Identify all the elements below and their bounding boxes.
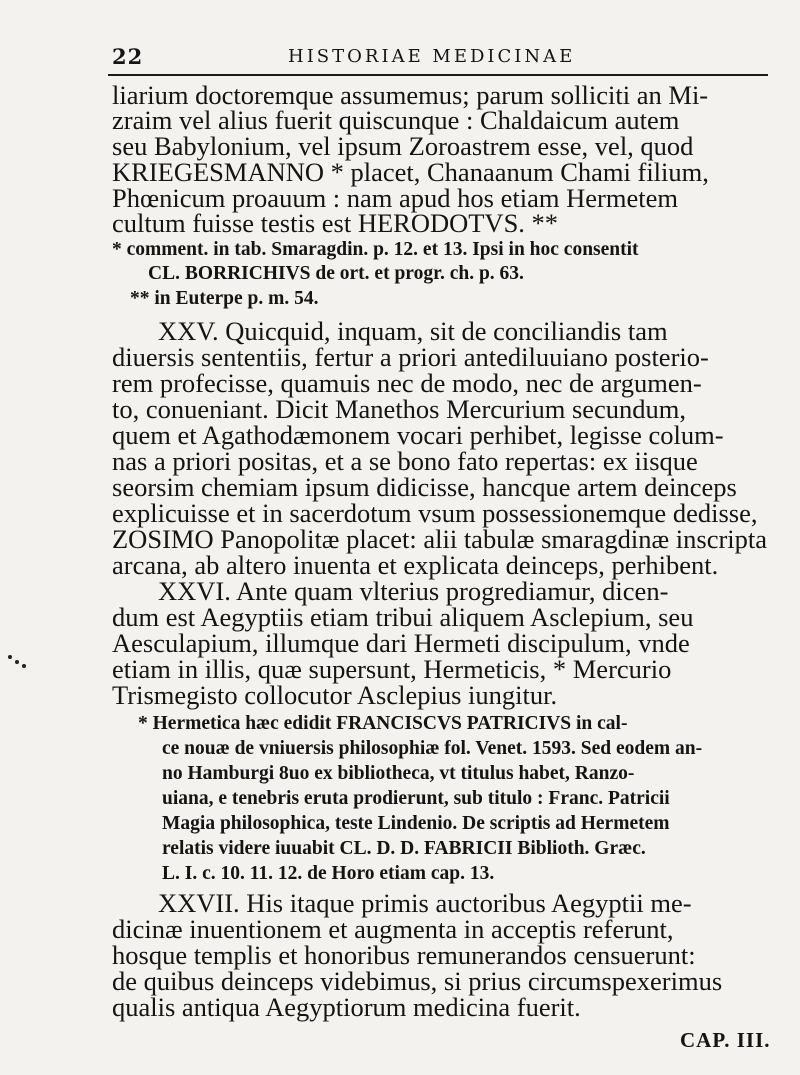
text-line: ZOSIMO Panopolitæ placet: alii tabulæ smaragdinæ inscripta [112, 524, 768, 554]
text-line: seorsim chemiam ipsum didicisse, hancque artem deinceps [112, 472, 737, 502]
ink-speck [15, 660, 19, 664]
footnote-line: CL. BORRICHIVS de ort. et progr. ch. p. 63. [148, 263, 524, 284]
text-line: XXV. Quicquid, inquam, sit de conciliandis tam [158, 316, 668, 346]
text-line: nas a priori positas, et a se bono fato repertas: ex iisque [112, 446, 698, 476]
page-header [108, 40, 768, 76]
text-line: KRIEGESMANNO * placet, Chanaanum Chami filium, [112, 157, 709, 187]
text-line: de quibus deinceps videbimus, si prius circumspexerimus [112, 966, 723, 996]
text-line: dicinæ inuentionem et augmenta in acceptis referunt, [112, 914, 674, 944]
text-line: XXVI. Ante quam vlterius progrediamur, dicen- [158, 576, 669, 606]
running-title: HISTORIAE MEDICINAE [288, 46, 576, 67]
footnote-line: * Hermetica hæc edidit FRANCISCVS PATRICIVS in cal- [138, 713, 628, 734]
text-line: XXVII. His itaque primis auctoribus Aegyptii me- [158, 888, 692, 918]
text-line: cultum fuisse testis est HERODOTVS. ** [112, 208, 559, 238]
text-line: liarium doctoremque assumemus; parum solliciti an Mi- [112, 80, 709, 110]
text-line: seu Babylonium, vel ipsum Zoroastrem esse, vel, quod [112, 131, 694, 161]
footnote-line: ce nouæ de vniuersis philosophiæ fol. Venet. 1593. Sed eodem an- [162, 738, 703, 759]
ink-speck [8, 655, 12, 659]
catchword: CAP. III. [680, 1028, 771, 1052]
text-line: rem profecisse, quamuis nec de modo, nec de argumen- [112, 368, 702, 398]
text-line: zraim vel alius fuerit quiscunque : Chaldaicum autem [112, 105, 680, 135]
footnote-line: * comment. in tab. Smaragdin. p. 12. et 13. Ipsi in hoc consentit [112, 239, 639, 260]
text-line: explicuisse et in sacerdotum vsum possessionemque dedisse, [112, 498, 758, 528]
text-line: arcana, ab altero inuenta et explicata deinceps, perhibent. [112, 550, 719, 580]
text-line: etiam in illis, quæ supersunt, Hermeticis, * Mercurio [112, 654, 672, 684]
text-line: Aesculapium, illumque dari Hermeti discipulum, vnde [112, 628, 690, 658]
text-line: to, conueniant. Dicit Manethos Mercurium secundum, [112, 394, 687, 424]
footnote-line: relatis videre iuuabit CL. D. D. FABRICII Biblioth. Græc. [162, 838, 646, 859]
footnote-line: L. I. c. 10. 11. 12. de Horo etiam cap. 13. [162, 863, 495, 884]
footnote-line: uiana, e tenebris eruta prodierunt, sub titulo : Franc. Patricii [162, 788, 670, 809]
text-line: Trismegisto collocutor Asclepius iungitur. [112, 680, 558, 710]
footnote-line: ** in Euterpe p. m. 54. [130, 288, 319, 309]
page-number: 22 [112, 44, 144, 69]
text-line: dum est Aegyptiis etiam tribui aliquem Asclepium, seu [112, 602, 694, 632]
text-line: Phœnicum proauum : nam apud hos etiam Hermetem [112, 183, 678, 213]
footnote-line: Magia philosophica, teste Lindenio. De scriptis ad Hermetem [162, 813, 670, 834]
text-line: diuersis sententiis, fertur a priori antediluuiano posterio- [112, 342, 709, 372]
text-line: quem et Agathodæmonem vocari perhibet, legisse colum- [112, 420, 724, 450]
footnote-line: no Hamburgi 8uo ex bibliotheca, vt titulus habet, Ranzo- [162, 763, 635, 784]
text-line: hosque templis et honoribus remunerandos censuerunt: [112, 940, 696, 970]
text-line: qualis antiqua Aegyptiorum medicina fuerit. [112, 992, 581, 1022]
ink-speck [22, 664, 26, 668]
